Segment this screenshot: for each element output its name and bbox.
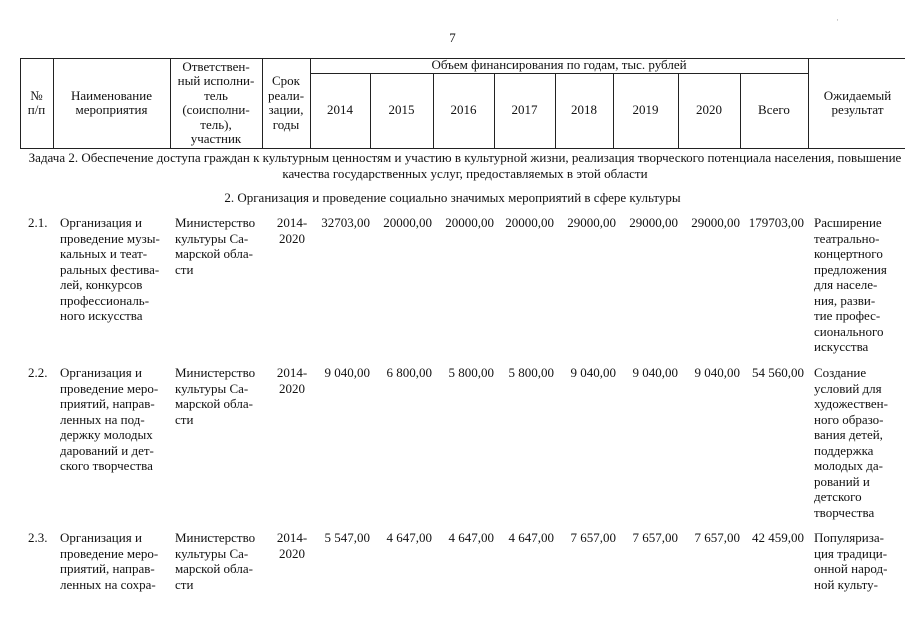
row-value-2014: 5 547,00: [324, 530, 370, 545]
header-year: 2019: [632, 102, 659, 118]
row-name: Организация и проведение меро- приятий, направ- ленных на сохра-: [60, 530, 159, 592]
task-heading: Задача 2. Обеспечение доступа граждан к культурным ценностям и участию в культурной жизни, реализация творческого потенциала населения, повышение качества государственных услуг, предоставляемых в этой области: [28, 150, 902, 181]
row-term: 2014- 2020: [276, 365, 308, 396]
header-year: 2014: [327, 102, 353, 118]
scan-speck: ·: [836, 15, 839, 25]
row-value-2018: 7 657,00: [570, 530, 616, 545]
row-value-2020: 9 040,00: [694, 365, 740, 380]
header-num: № п/п: [27, 87, 46, 117]
header-executor: Ответствен- ный исполни- тель (соисполни- тель), участник: [177, 58, 255, 146]
row-value-2018: 9 040,00: [570, 365, 616, 380]
row-value-2019: 7 657,00: [632, 530, 678, 545]
row-total: 42 459,00: [752, 530, 804, 545]
header-funding: Объем финансирования по годам, тыс. рублей: [431, 57, 687, 73]
row-executor: Министерство культуры Са- марской обла- сти: [175, 530, 256, 592]
row-term: 2014- 2020: [276, 215, 308, 246]
row-value-2019: 29000,00: [629, 215, 678, 230]
row-total: 54 560,00: [752, 365, 804, 380]
row-executor: Министерство культуры Са- марской обла- сти: [175, 365, 256, 427]
row-total: 179703,00: [748, 215, 804, 230]
row-value-2019: 9 040,00: [632, 365, 678, 380]
header-name: Наименование мероприятия: [71, 87, 152, 117]
row-value-2017: 5 800,00: [508, 365, 554, 380]
row-value-2015: 20000,00: [383, 215, 432, 230]
row-value-2015: 6 800,00: [386, 365, 432, 380]
header-bottom-border: [20, 148, 905, 149]
row-value-2020: 7 657,00: [694, 530, 740, 545]
page-number: 7: [449, 30, 456, 45]
header-total: Всего: [758, 102, 790, 118]
header-term: Срок реали- зации, годы: [267, 73, 305, 132]
row-result: Популяриза- ция традици- онной народ- ной культу-: [814, 530, 888, 592]
row-value-2017: 20000,00: [505, 215, 554, 230]
row-num: 2.3.: [28, 530, 48, 545]
row-value-2018: 29000,00: [567, 215, 616, 230]
header-year: 2016: [450, 102, 477, 118]
header-year: 2017: [511, 102, 538, 118]
row-num: 2.1.: [28, 215, 48, 230]
row-executor: Министерство культуры Са- марской обла- сти: [175, 215, 256, 277]
row-value-2014: 9 040,00: [324, 365, 370, 380]
section-heading: 2. Организация и проведение социально значимых мероприятий в сфере культуры: [224, 190, 681, 205]
row-value-2017: 4 647,00: [508, 530, 554, 545]
row-num: 2.2.: [28, 365, 48, 380]
row-term: 2014- 2020: [276, 530, 308, 561]
header-result: Ожидаемый результат: [823, 87, 892, 117]
row-value-2020: 29000,00: [691, 215, 740, 230]
header-year: 2015: [388, 102, 415, 118]
row-result: Расширение театрально- концертного предложения для населе- ния, разви- тие профес- сионального искусства: [814, 215, 887, 354]
row-value-2016: 5 800,00: [448, 365, 494, 380]
row-name: Организация и проведение меро- приятий, направ- ленных на под- держку молодых дарований и дет- ского творчества: [60, 365, 159, 473]
row-value-2014: 32703,00: [321, 215, 370, 230]
header-year: 2018: [571, 102, 597, 118]
row-value-2015: 4 647,00: [386, 530, 432, 545]
row-name: Организация и проведение музы- кальных и теат- ральных фестива- лей, конкурсов профессиональ- ного искусства: [60, 215, 160, 323]
row-value-2016: 4 647,00: [448, 530, 494, 545]
header-year: 2020: [696, 102, 722, 118]
row-result: Создание условий для художествен- ного образо- вания детей, поддержка молодых да- рований и детского творчества: [814, 365, 888, 520]
row-value-2016: 20000,00: [445, 215, 494, 230]
